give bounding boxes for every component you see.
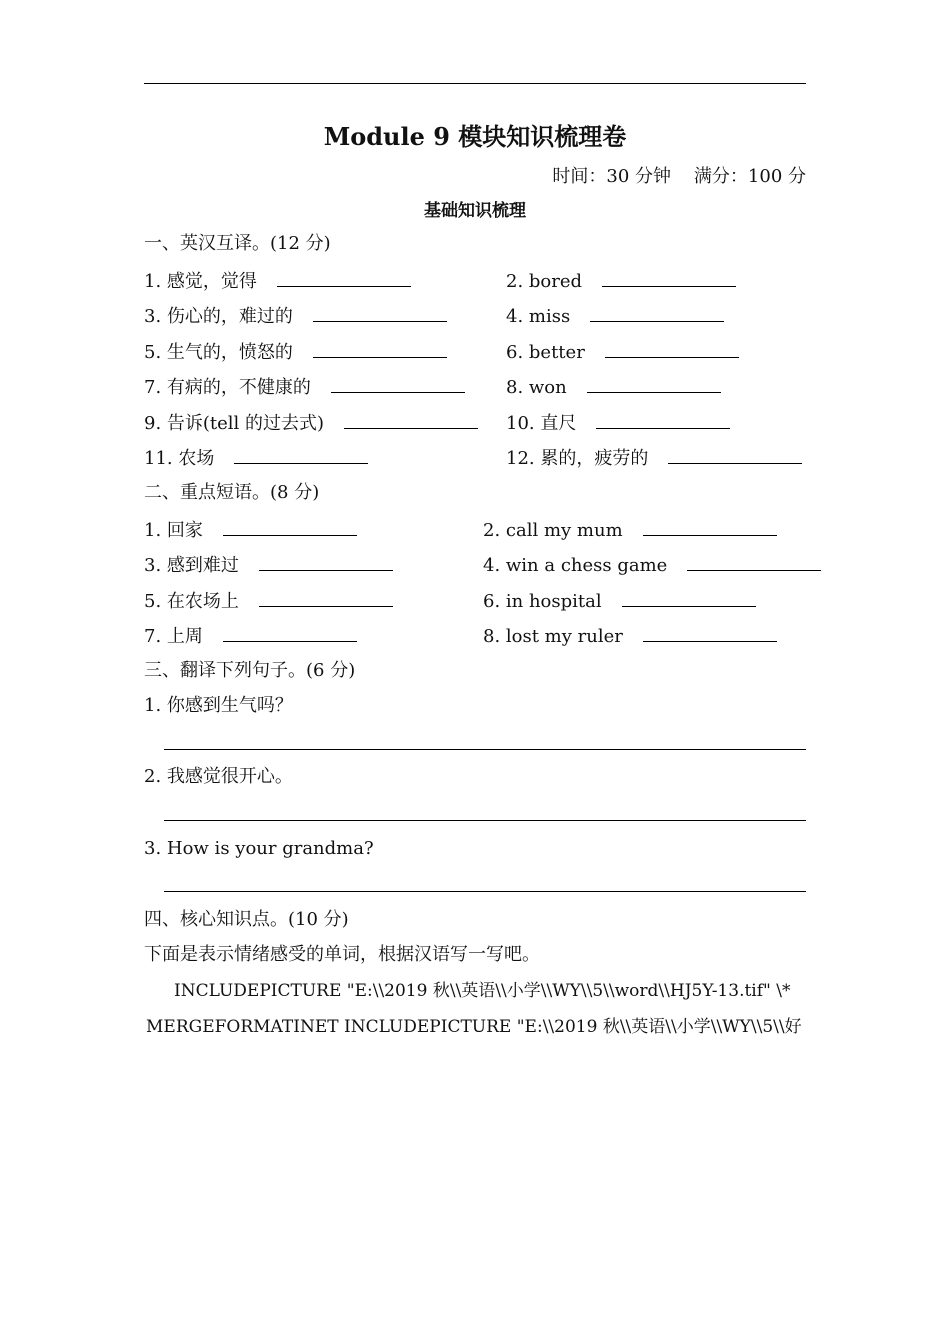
s3-question-1: 1. 你感到生气吗？ (144, 695, 293, 716)
answer-line[interactable] (164, 820, 806, 821)
s1-item-8: 8. won (506, 372, 721, 400)
answer-line[interactable] (164, 891, 806, 892)
answer-blank[interactable] (259, 586, 393, 607)
answer-blank[interactable] (259, 550, 393, 571)
answer-blank[interactable] (223, 515, 357, 536)
s2-item-6: 6. in hospital (483, 586, 756, 614)
answer-blank[interactable] (668, 443, 802, 464)
field-code-line-1: INCLUDEPICTURE "E:\\2019 秋\\英语\\小学\\WY\\5\\word\\HJ5Y-13.tif" \* (174, 981, 791, 1001)
section3-heading: 三、翻译下列句子。(6 分) (144, 660, 356, 681)
s1-item-1: 1. 感觉，觉得 (144, 266, 411, 294)
header-rule (144, 83, 806, 84)
answer-blank[interactable] (602, 266, 736, 287)
time-and-score: 时间：30 分钟 满分：100 分 (552, 166, 806, 187)
section2-heading: 二、重点短语。(8 分) (144, 482, 320, 503)
s1-item-7: 7. 有病的，不健康的 (144, 372, 465, 400)
answer-blank[interactable] (605, 337, 739, 358)
section-subtitle: 基础知识梳理 (424, 201, 526, 221)
answer-blank[interactable] (223, 621, 357, 642)
answer-line[interactable] (164, 749, 806, 750)
s2-item-3: 3. 感到难过 (144, 550, 393, 578)
s1-item-9: 9. 告诉(tell 的过去式) (144, 408, 478, 436)
answer-blank[interactable] (277, 266, 411, 287)
section4-heading: 四、核心知识点。(10 分) (144, 909, 349, 930)
s1-item-12: 12. 累的，疲劳的 (506, 443, 802, 471)
section4-instruction: 下面是表示情绪感受的单词，根据汉语写一写吧。 (144, 944, 540, 965)
answer-blank[interactable] (344, 408, 478, 429)
answer-blank[interactable] (590, 301, 724, 322)
s1-item-6: 6. better (506, 337, 739, 365)
field-code-line-2: MERGEFORMATINET INCLUDEPICTURE "E:\\2019 秋\\英语\\小学\\WY\\5\\好 (146, 1017, 802, 1037)
s2-item-8: 8. lost my ruler (483, 621, 777, 649)
s1-item-5: 5. 生气的，愤怒的 (144, 337, 447, 365)
s1-item-4: 4. miss (506, 301, 724, 329)
answer-blank[interactable] (687, 550, 821, 571)
answer-blank[interactable] (313, 337, 447, 358)
answer-blank[interactable] (643, 621, 777, 642)
answer-blank[interactable] (587, 372, 721, 393)
s2-item-2: 2. call my mum (483, 515, 777, 543)
answer-blank[interactable] (331, 372, 465, 393)
s1-item-10: 10. 直尺 (506, 408, 730, 436)
s2-item-7: 7. 上周 (144, 621, 357, 649)
s1-item-3: 3. 伤心的，难过的 (144, 301, 447, 329)
answer-blank[interactable] (622, 586, 756, 607)
worksheet-page (144, 0, 806, 1344)
s1-item-2: 2. bored (506, 266, 736, 294)
page-title: Module 9 模块知识梳理卷 (323, 122, 627, 151)
s3-question-2: 2. 我感觉很开心。 (144, 766, 293, 787)
answer-blank[interactable] (643, 515, 777, 536)
answer-blank[interactable] (596, 408, 730, 429)
section1-heading: 一、英汉互译。(12 分) (144, 233, 331, 254)
answer-blank[interactable] (234, 443, 368, 464)
s3-question-3: 3. How is your grandma? (144, 838, 374, 859)
s2-item-1: 1. 回家 (144, 515, 357, 543)
s1-item-11: 11. 农场 (144, 443, 368, 471)
s2-item-4: 4. win a chess game (483, 550, 821, 578)
s2-item-5: 5. 在农场上 (144, 586, 393, 614)
answer-blank[interactable] (313, 301, 447, 322)
